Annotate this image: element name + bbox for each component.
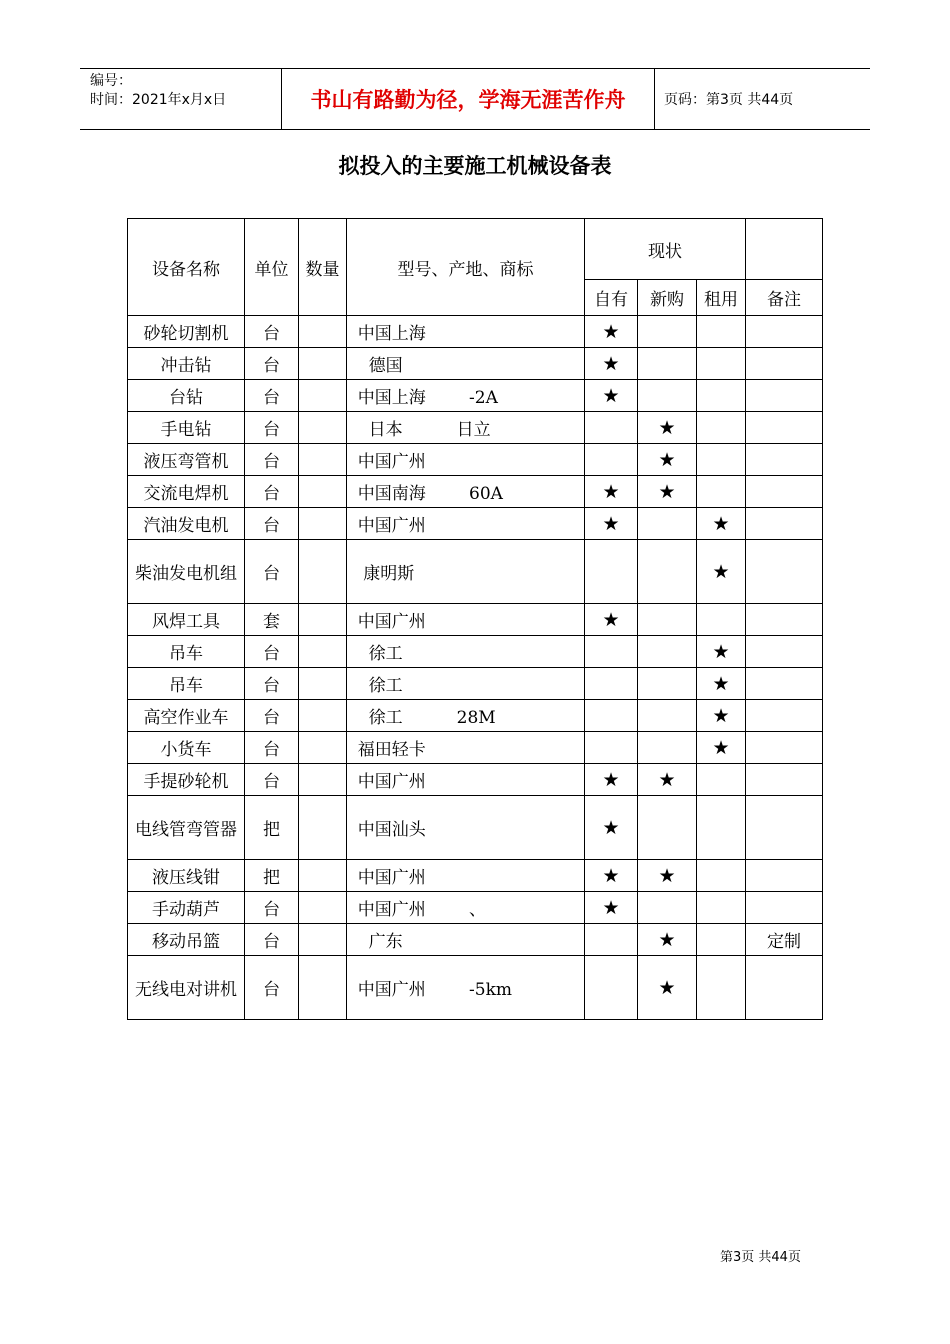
status-owned bbox=[585, 412, 638, 444]
equipment-qty bbox=[299, 316, 347, 348]
status-owned bbox=[585, 764, 638, 796]
doc-number: 编号： bbox=[90, 73, 132, 89]
status-new bbox=[638, 604, 697, 636]
status-rented bbox=[697, 412, 746, 444]
equipment-remark bbox=[746, 636, 823, 668]
equipment-model: 中国广州 bbox=[347, 604, 585, 636]
equipment-model: 中国广州 bbox=[347, 764, 585, 796]
star-icon: ★ bbox=[602, 352, 620, 375]
equipment-unit: 套 bbox=[245, 604, 299, 636]
status-rented bbox=[697, 540, 746, 604]
equipment-model: 广东 bbox=[347, 924, 585, 956]
status-owned bbox=[585, 540, 638, 604]
status-new bbox=[638, 732, 697, 764]
star-icon: ★ bbox=[602, 512, 620, 535]
equipment-qty bbox=[299, 476, 347, 508]
header-unit: 单位 bbox=[245, 219, 299, 316]
star-icon: ★ bbox=[658, 864, 676, 887]
table-row bbox=[128, 444, 823, 476]
star-icon: ★ bbox=[712, 736, 730, 759]
status-new bbox=[638, 508, 697, 540]
status-owned bbox=[585, 732, 638, 764]
status-new bbox=[638, 540, 697, 604]
status-owned bbox=[585, 636, 638, 668]
star-icon: ★ bbox=[602, 864, 620, 887]
header-page-info: 页码：第3页 共44页 bbox=[664, 92, 794, 108]
status-owned bbox=[585, 476, 638, 508]
equipment-name: 交流电焊机 bbox=[128, 476, 245, 508]
header-status: 现状 bbox=[585, 219, 746, 280]
equipment-unit: 把 bbox=[245, 860, 299, 892]
equipment-name: 液压线钳 bbox=[128, 860, 245, 892]
table-row bbox=[128, 860, 823, 892]
equipment-name: 手提砂轮机 bbox=[128, 764, 245, 796]
star-icon: ★ bbox=[602, 608, 620, 631]
equipment-model: 中国广州 -5km bbox=[347, 956, 585, 1020]
header-motto: 书山有路勤为径，学海无涯苦作舟 bbox=[281, 69, 655, 129]
star-icon: ★ bbox=[658, 976, 676, 999]
equipment-remark bbox=[746, 892, 823, 924]
status-rented bbox=[697, 444, 746, 476]
equipment-name: 台钻 bbox=[128, 380, 245, 412]
star-icon: ★ bbox=[658, 480, 676, 503]
table-row bbox=[128, 476, 823, 508]
equipment-model: 中国广州 bbox=[347, 860, 585, 892]
status-new bbox=[638, 636, 697, 668]
table-row bbox=[128, 668, 823, 700]
status-rented bbox=[697, 732, 746, 764]
status-new bbox=[638, 444, 697, 476]
equipment-name: 电线管弯管器 bbox=[128, 796, 245, 860]
status-rented bbox=[697, 476, 746, 508]
equipment-model: 中国南海 60A bbox=[347, 476, 585, 508]
table-row bbox=[128, 540, 823, 604]
equipment-name: 冲击钻 bbox=[128, 348, 245, 380]
status-rented bbox=[697, 796, 746, 860]
equipment-remark bbox=[746, 348, 823, 380]
equipment-table bbox=[127, 218, 823, 1020]
status-new bbox=[638, 860, 697, 892]
star-icon: ★ bbox=[658, 768, 676, 791]
status-owned bbox=[585, 924, 638, 956]
table-row bbox=[128, 796, 823, 860]
status-owned bbox=[585, 796, 638, 860]
star-icon: ★ bbox=[602, 320, 620, 343]
equipment-remark: 定制 bbox=[746, 924, 823, 956]
equipment-remark bbox=[746, 508, 823, 540]
equipment-remark bbox=[746, 700, 823, 732]
equipment-qty bbox=[299, 924, 347, 956]
equipment-unit: 台 bbox=[245, 316, 299, 348]
table-row bbox=[128, 764, 823, 796]
equipment-model: 中国广州 、 bbox=[347, 892, 585, 924]
star-icon: ★ bbox=[602, 480, 620, 503]
status-owned bbox=[585, 892, 638, 924]
header-owned: 自有 bbox=[585, 280, 638, 316]
equipment-name: 风焊工具 bbox=[128, 604, 245, 636]
header-rented: 租用 bbox=[697, 280, 746, 316]
doc-time: 时间：2021年x月x日 bbox=[90, 92, 227, 108]
status-rented bbox=[697, 604, 746, 636]
equipment-qty bbox=[299, 444, 347, 476]
equipment-remark bbox=[746, 316, 823, 348]
status-new bbox=[638, 700, 697, 732]
table-row bbox=[128, 348, 823, 380]
equipment-remark bbox=[746, 604, 823, 636]
status-owned bbox=[585, 956, 638, 1020]
equipment-unit: 台 bbox=[245, 892, 299, 924]
header-name: 设备名称 bbox=[128, 219, 245, 316]
status-rented bbox=[697, 636, 746, 668]
equipment-qty bbox=[299, 636, 347, 668]
equipment-remark bbox=[746, 540, 823, 604]
equipment-name: 汽油发电机 bbox=[128, 508, 245, 540]
equipment-unit: 台 bbox=[245, 956, 299, 1020]
equipment-name: 高空作业车 bbox=[128, 700, 245, 732]
header-model: 型号、产地、商标 bbox=[347, 219, 585, 316]
equipment-qty bbox=[299, 348, 347, 380]
equipment-qty bbox=[299, 668, 347, 700]
status-new bbox=[638, 348, 697, 380]
table-row bbox=[128, 508, 823, 540]
star-icon: ★ bbox=[658, 448, 676, 471]
status-new bbox=[638, 316, 697, 348]
star-icon: ★ bbox=[712, 672, 730, 695]
equipment-remark bbox=[746, 412, 823, 444]
equipment-name: 无线电对讲机 bbox=[128, 956, 245, 1020]
equipment-name: 液压弯管机 bbox=[128, 444, 245, 476]
equipment-qty bbox=[299, 540, 347, 604]
table-row bbox=[128, 892, 823, 924]
equipment-unit: 台 bbox=[245, 636, 299, 668]
equipment-unit: 把 bbox=[245, 796, 299, 860]
status-new bbox=[638, 764, 697, 796]
equipment-qty bbox=[299, 764, 347, 796]
star-icon: ★ bbox=[712, 512, 730, 535]
equipment-qty bbox=[299, 732, 347, 764]
equipment-name: 手动葫芦 bbox=[128, 892, 245, 924]
equipment-qty bbox=[299, 796, 347, 860]
header-new: 新购 bbox=[638, 280, 697, 316]
status-owned bbox=[585, 668, 638, 700]
table-row bbox=[128, 604, 823, 636]
status-rented bbox=[697, 380, 746, 412]
equipment-model: 康明斯 bbox=[347, 540, 585, 604]
status-owned bbox=[585, 380, 638, 412]
header-remark: 备注 bbox=[746, 280, 823, 316]
status-rented bbox=[697, 700, 746, 732]
status-rented bbox=[697, 924, 746, 956]
equipment-unit: 台 bbox=[245, 444, 299, 476]
status-owned bbox=[585, 508, 638, 540]
star-icon: ★ bbox=[658, 928, 676, 951]
table-row bbox=[128, 924, 823, 956]
equipment-model: 徐工 28M bbox=[347, 700, 585, 732]
equipment-name: 手电钻 bbox=[128, 412, 245, 444]
equipment-remark bbox=[746, 476, 823, 508]
page-header bbox=[80, 68, 870, 130]
equipment-unit: 台 bbox=[245, 700, 299, 732]
status-owned bbox=[585, 444, 638, 476]
equipment-remark bbox=[746, 732, 823, 764]
equipment-unit: 台 bbox=[245, 476, 299, 508]
equipment-unit: 台 bbox=[245, 732, 299, 764]
equipment-model: 中国汕头 bbox=[347, 796, 585, 860]
equipment-model: 徐工 bbox=[347, 636, 585, 668]
table-row bbox=[128, 956, 823, 1020]
status-rented bbox=[697, 316, 746, 348]
star-icon: ★ bbox=[712, 640, 730, 663]
star-icon: ★ bbox=[712, 560, 730, 583]
status-rented bbox=[697, 348, 746, 380]
star-icon: ★ bbox=[712, 704, 730, 727]
status-owned bbox=[585, 348, 638, 380]
status-owned bbox=[585, 316, 638, 348]
status-new bbox=[638, 956, 697, 1020]
star-icon: ★ bbox=[602, 896, 620, 919]
status-owned bbox=[585, 700, 638, 732]
equipment-qty bbox=[299, 508, 347, 540]
equipment-model: 中国上海 bbox=[347, 316, 585, 348]
status-owned bbox=[585, 860, 638, 892]
equipment-unit: 台 bbox=[245, 668, 299, 700]
equipment-qty bbox=[299, 892, 347, 924]
equipment-model: 福田轻卡 bbox=[347, 732, 585, 764]
equipment-name: 砂轮切割机 bbox=[128, 316, 245, 348]
status-new bbox=[638, 924, 697, 956]
status-new bbox=[638, 476, 697, 508]
star-icon: ★ bbox=[658, 416, 676, 439]
equipment-remark bbox=[746, 796, 823, 860]
star-icon: ★ bbox=[602, 816, 620, 839]
equipment-qty bbox=[299, 412, 347, 444]
star-icon: ★ bbox=[602, 768, 620, 791]
status-new bbox=[638, 380, 697, 412]
equipment-unit: 台 bbox=[245, 540, 299, 604]
equipment-qty bbox=[299, 380, 347, 412]
table-row bbox=[128, 412, 823, 444]
status-new bbox=[638, 796, 697, 860]
status-rented bbox=[697, 508, 746, 540]
equipment-model: 德国 bbox=[347, 348, 585, 380]
equipment-unit: 台 bbox=[245, 348, 299, 380]
equipment-name: 柴油发电机组 bbox=[128, 540, 245, 604]
equipment-name: 吊车 bbox=[128, 668, 245, 700]
equipment-name: 移动吊篮 bbox=[128, 924, 245, 956]
status-rented bbox=[697, 668, 746, 700]
table-row bbox=[128, 636, 823, 668]
equipment-name: 吊车 bbox=[128, 636, 245, 668]
equipment-qty bbox=[299, 700, 347, 732]
status-rented bbox=[697, 892, 746, 924]
equipment-unit: 台 bbox=[245, 412, 299, 444]
equipment-name: 小货车 bbox=[128, 732, 245, 764]
equipment-model: 中国广州 bbox=[347, 444, 585, 476]
status-new bbox=[638, 412, 697, 444]
equipment-model: 中国广州 bbox=[347, 508, 585, 540]
status-rented bbox=[697, 956, 746, 1020]
status-rented bbox=[697, 764, 746, 796]
table-row bbox=[128, 732, 823, 764]
equipment-remark bbox=[746, 668, 823, 700]
status-rented bbox=[697, 860, 746, 892]
header-meta bbox=[80, 69, 280, 129]
page-title: 拟投入的主要施工机械设备表 bbox=[338, 153, 612, 178]
equipment-unit: 台 bbox=[245, 508, 299, 540]
table-row bbox=[128, 380, 823, 412]
table-row bbox=[128, 700, 823, 732]
equipment-remark bbox=[746, 444, 823, 476]
equipment-model: 徐工 bbox=[347, 668, 585, 700]
equipment-model: 日本 日立 bbox=[347, 412, 585, 444]
equipment-unit: 台 bbox=[245, 380, 299, 412]
equipment-unit: 台 bbox=[245, 924, 299, 956]
star-icon: ★ bbox=[602, 384, 620, 407]
equipment-qty bbox=[299, 604, 347, 636]
equipment-qty bbox=[299, 860, 347, 892]
status-new bbox=[638, 892, 697, 924]
equipment-unit: 台 bbox=[245, 764, 299, 796]
equipment-remark bbox=[746, 380, 823, 412]
equipment-remark bbox=[746, 764, 823, 796]
equipment-model: 中国上海 -2A bbox=[347, 380, 585, 412]
equipment-remark bbox=[746, 860, 823, 892]
page-footer: 第3页 共44页 bbox=[720, 1250, 801, 1265]
equipment-remark bbox=[746, 956, 823, 1020]
equipment-qty bbox=[299, 956, 347, 1020]
status-new bbox=[638, 668, 697, 700]
status-owned bbox=[585, 604, 638, 636]
table-row bbox=[128, 316, 823, 348]
header-qty: 数量 bbox=[299, 219, 347, 316]
header-status-spacer bbox=[746, 219, 823, 280]
